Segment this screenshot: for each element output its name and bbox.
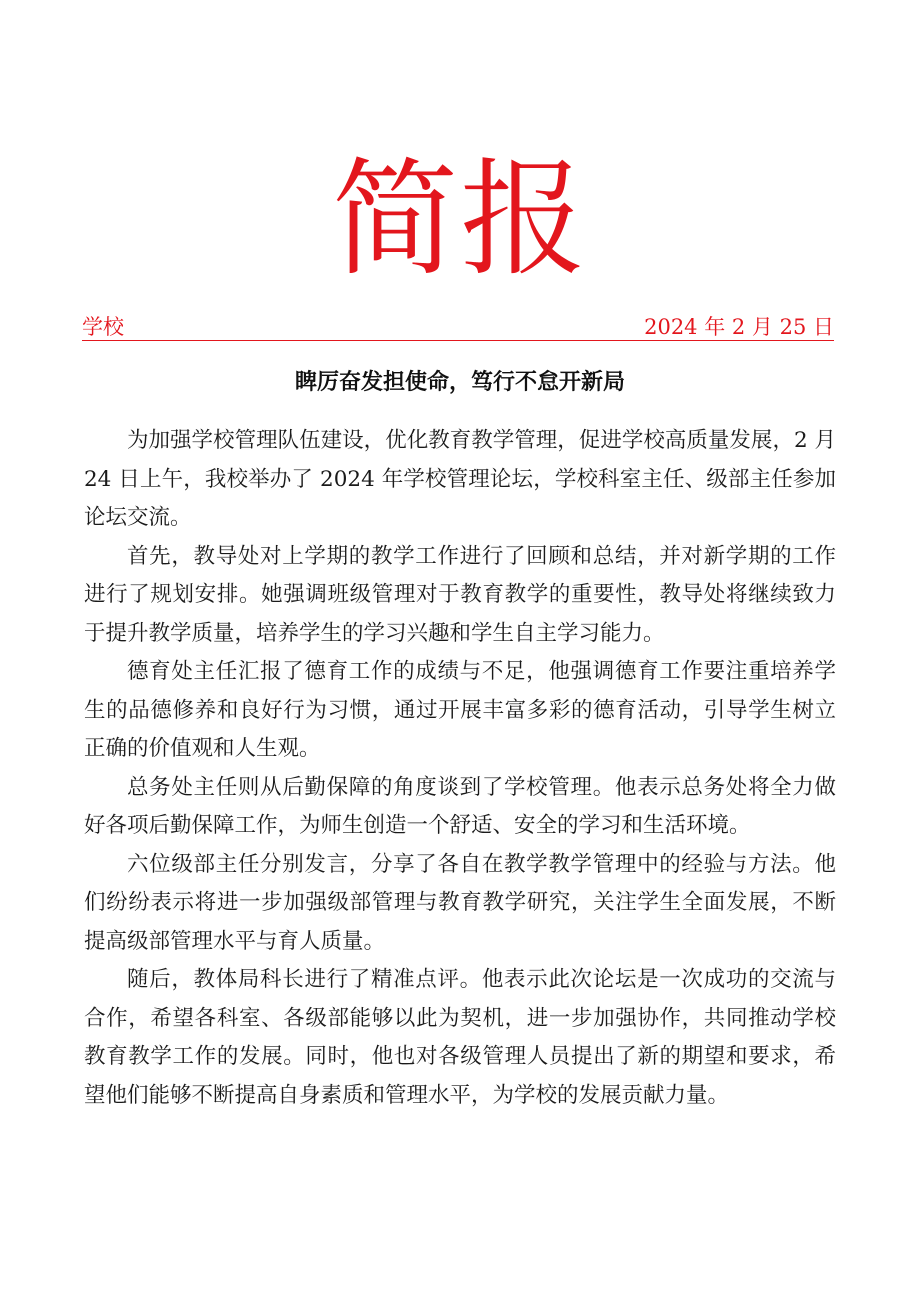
info-bar bbox=[82, 314, 834, 341]
article-body bbox=[84, 422, 836, 1115]
school-label: 学校 bbox=[82, 315, 124, 339]
issue-date: 2024 年 2 月 25 日 bbox=[644, 315, 834, 339]
paragraph: 为加强学校管理队伍建设，优化教育教学管理，促进学校高质量发展，2 月 24 日上午，我校举办了 2024 年学校管理论坛，学校科室主任、级部主任参加论坛交流。 bbox=[84, 428, 836, 530]
masthead-title: 简报 bbox=[332, 146, 588, 293]
paragraph: 六位级部主任分别发言，分享了各自在教学教学管理中的经验与方法。他们纷纷表示将进一步加强级部管理与教育教学研究，关注学生全面发展，不断提高级部管理水平与育人质量。 bbox=[84, 851, 836, 954]
article-headline: 睥厉奋发担使命，笃行不怠开新局 bbox=[294, 370, 625, 395]
paragraph: 首先，教导处对上学期的教学工作进行了回顾和总结，并对新学期的工作进行了规划安排。她强调班级管理对于教育教学的重要性，教导处将继续致力于提升教学质量，培养学生的学习兴趣和学生自主学习能力。 bbox=[84, 543, 836, 646]
paragraph: 德育处主任汇报了德育工作的成绩与不足，他强调德育工作要注重培养学生的品德修养和良好行为习惯，通过开展丰富多彩的德育活动，引导学生树立正确的价值观和人生观。 bbox=[84, 659, 836, 761]
paragraph: 总务处主任则从后勤保障的角度谈到了学校管理。他表示总务处将全力做好各项后勤保障工作，为师生创造一个舒适、安全的学习和生活环境。 bbox=[84, 774, 836, 838]
paragraph: 随后，教体局科长进行了精准点评。他表示此次论坛是一次成功的交流与合作，希望各科室、各级部能够以此为契机，进一步加强协作，共同推动学校教育教学工作的发展。同时，他也对各级管理人员提出了新的期望和要求，希望他们能够不断提高自身素质和管理水平，为学校的发展贡献力量。 bbox=[84, 967, 836, 1108]
